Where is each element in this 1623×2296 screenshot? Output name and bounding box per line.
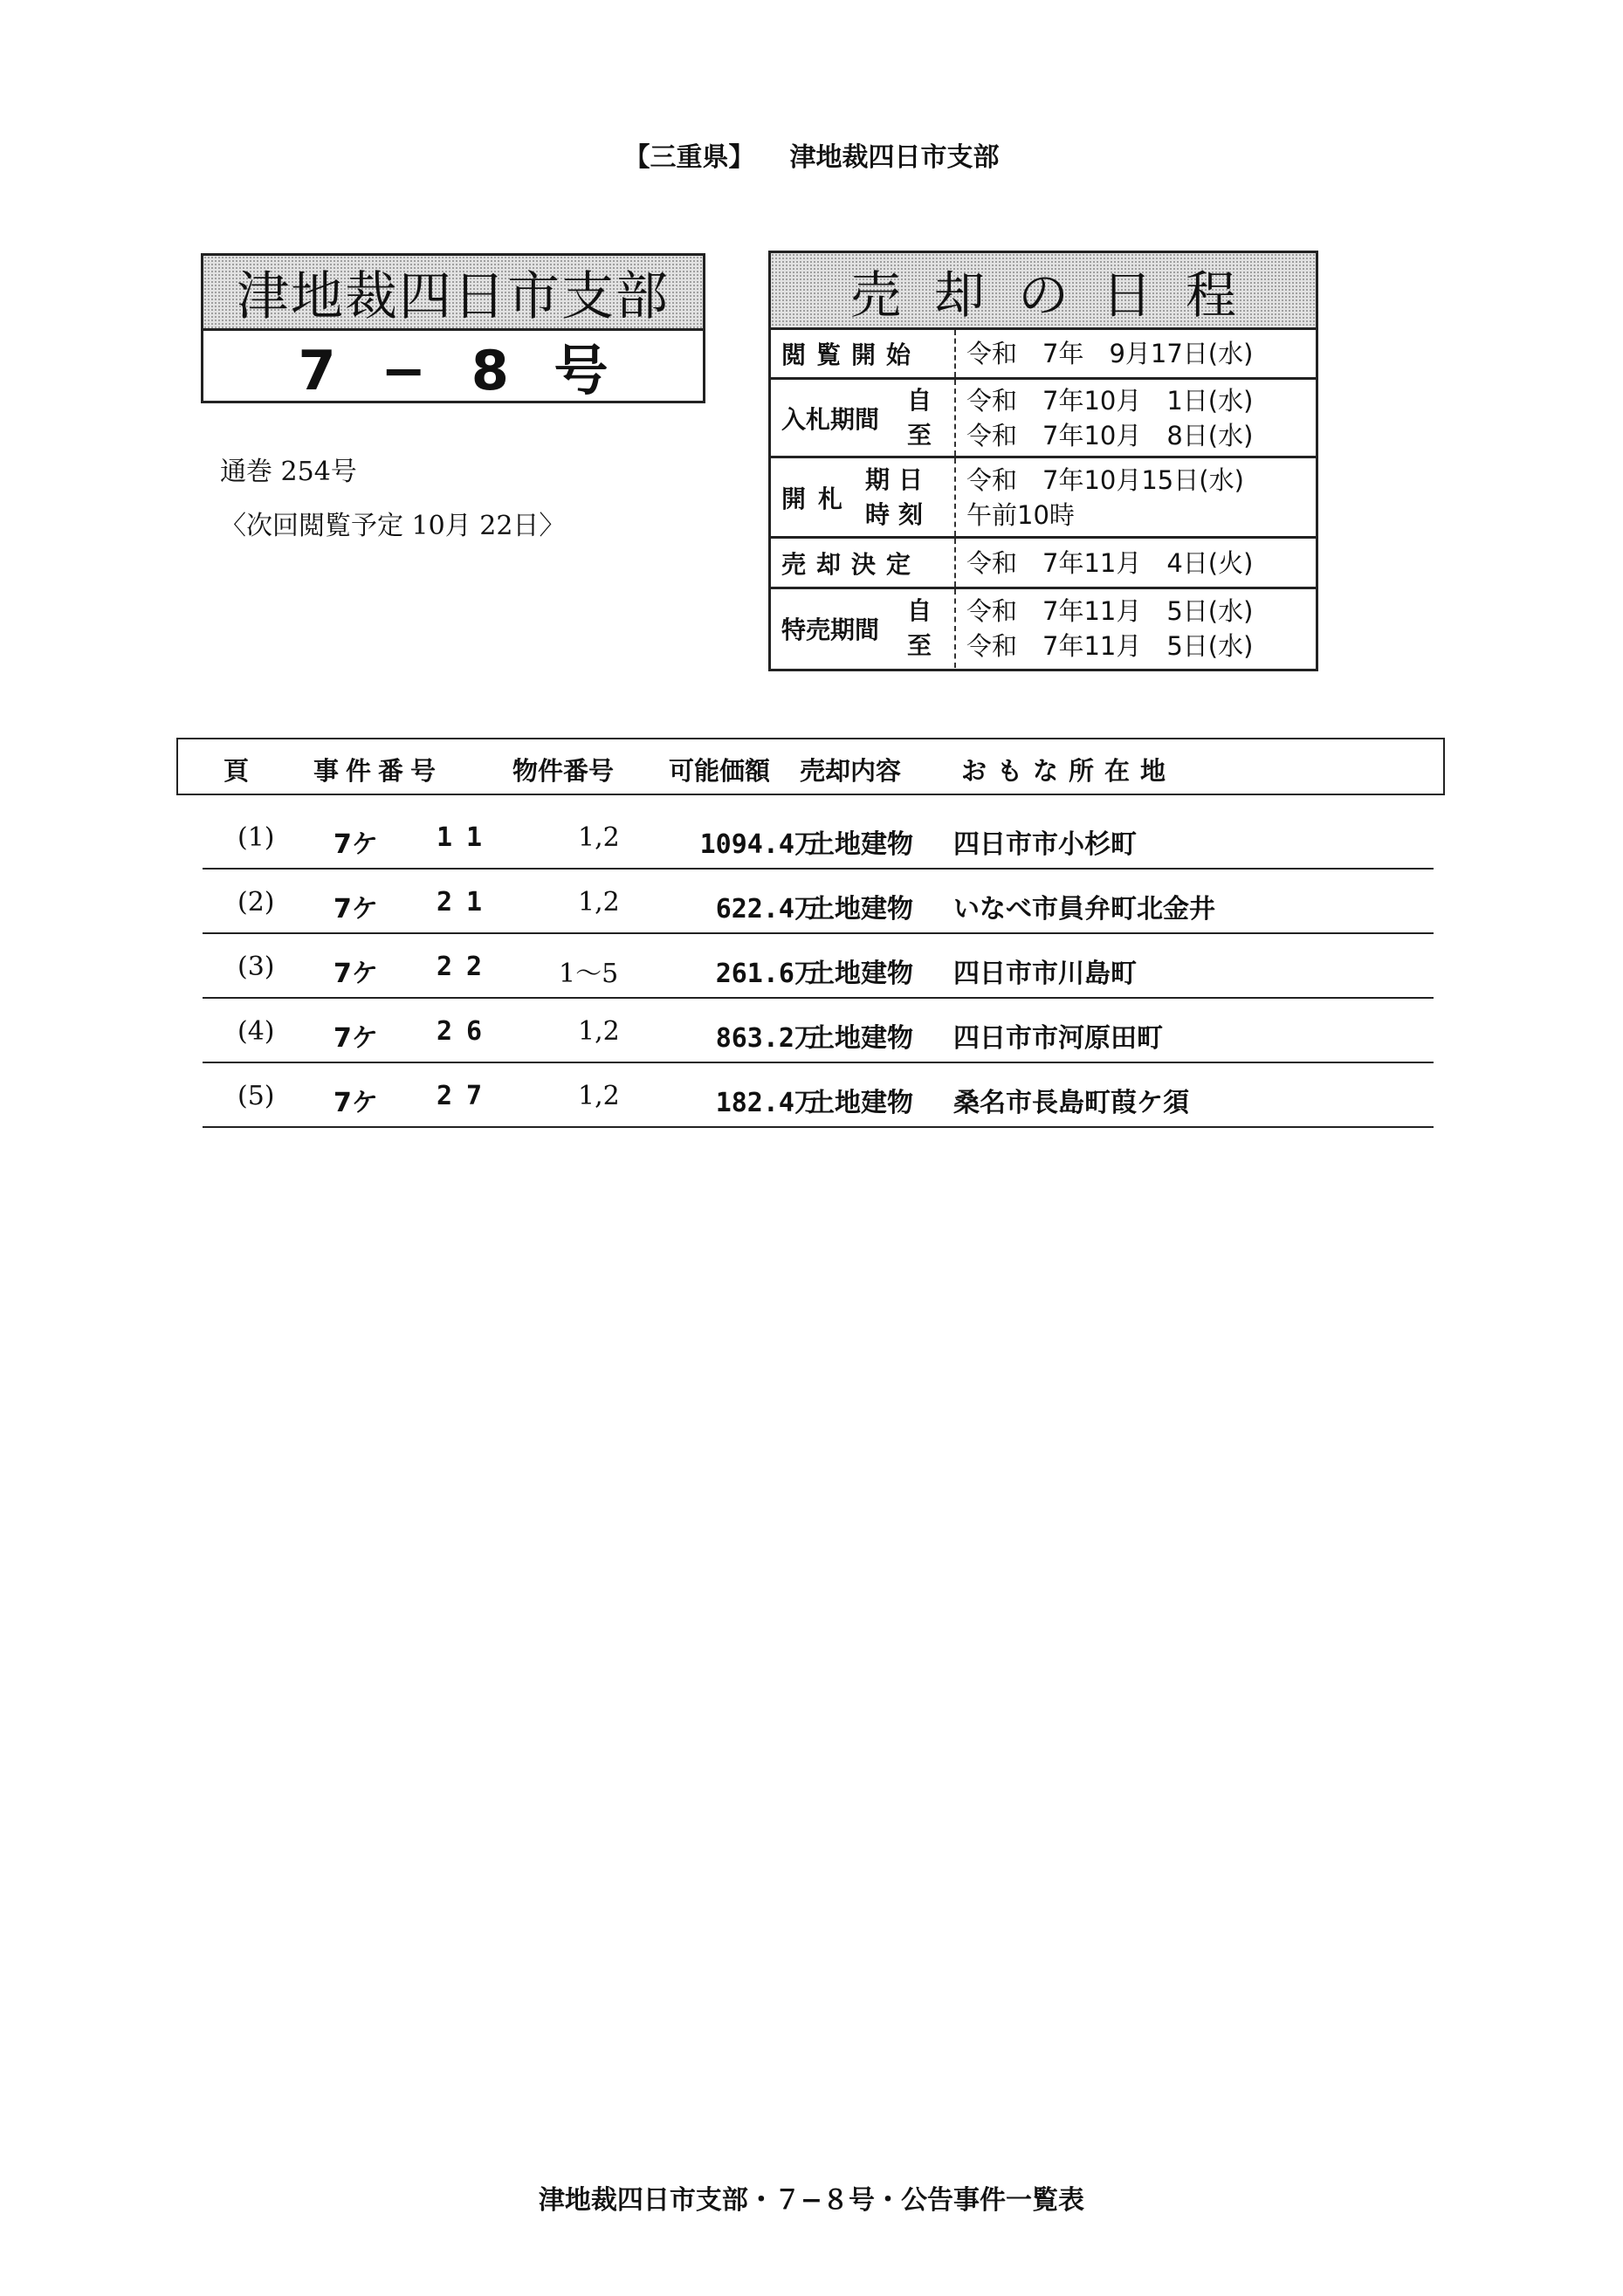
schedule-row-decision [771, 539, 1316, 589]
schedule-value: 令和 7年11月 5日(水) [966, 631, 1254, 661]
price: 182.4万 [715, 1088, 821, 1118]
column-header-sale-content: 売却内容 [800, 756, 902, 786]
page-ref: (2) [237, 887, 275, 918]
schedule-value: 令和 7年11月 4日(火) [966, 547, 1254, 578]
table-row [203, 870, 1434, 934]
property-number: 1〜5 [559, 959, 619, 989]
schedule-row-special-sale [771, 589, 1316, 668]
schedule-value: 令和 7年 9月17日(水) [966, 339, 1254, 368]
sale-content: 土地建物 [808, 1023, 913, 1054]
title-box [201, 253, 705, 403]
schedule-value: 令和 7年11月 5日(水) [966, 596, 1254, 626]
schedule-label: 売却決定 [781, 549, 922, 579]
case-number: 22 [437, 952, 497, 982]
next-viewing-date: 〈次回閲覧予定 10月 22日〉 [220, 511, 566, 541]
schedule-value: 午前10時 [966, 499, 1075, 530]
price: 863.2万 [715, 1023, 821, 1054]
case-prefix: 7ケ [334, 894, 378, 925]
branch-title: 津地裁四日市支部 [203, 256, 703, 331]
schedule-sublabel: 期日 [864, 464, 932, 494]
schedule-sublabel: 自 [906, 385, 932, 415]
schedule-row-viewing [771, 330, 1316, 380]
property-number: 1,2 [578, 887, 620, 918]
prefecture-label: 【三重県】 [623, 142, 755, 173]
page-ref: (3) [237, 952, 275, 982]
schedule-label: 入札期間 [781, 404, 880, 434]
price: 261.6万 [715, 959, 821, 989]
schedule-sublabel: 至 [906, 420, 932, 450]
column-header-location: おもな所在地 [961, 756, 1177, 786]
sale-content: 土地建物 [808, 1088, 913, 1118]
location: 四日市市川島町 [953, 959, 1137, 989]
schedule-row-bidding [771, 380, 1316, 458]
location: 四日市市河原田町 [953, 1023, 1163, 1054]
case-prefix: 7ケ [334, 829, 378, 860]
schedule-label: 開札 [781, 484, 856, 513]
sale-content: 土地建物 [808, 829, 913, 860]
schedule-sublabel: 自 [906, 596, 932, 625]
schedule-label: 閲覧開始 [781, 340, 922, 369]
price: 622.4万 [715, 894, 821, 925]
page-ref: (1) [237, 822, 275, 853]
sale-schedule [768, 251, 1318, 671]
page-footer: 津地裁四日市支部・７−８号・公告事件一覧表 [538, 2185, 1085, 2216]
schedule-value: 令和 7年10月15日(水) [966, 464, 1244, 495]
table-row [203, 934, 1434, 999]
column-header-page: 頁 [224, 756, 250, 786]
case-prefix: 7ケ [334, 1088, 378, 1118]
column-header-price: 可能価額 [669, 756, 771, 786]
case-number: 11 [437, 822, 497, 853]
schedule-value: 令和 7年10月 1日(水) [966, 385, 1254, 416]
case-number: 26 [437, 1016, 497, 1047]
page-ref: (4) [237, 1016, 275, 1047]
case-number: 27 [437, 1081, 497, 1111]
sale-content: 土地建物 [808, 894, 913, 925]
location: 四日市市小杉町 [953, 829, 1137, 860]
schedule-label: 特売期間 [781, 615, 880, 644]
schedule-title: 売却の日程 [771, 253, 1316, 330]
page-header [0, 135, 1623, 174]
case-prefix: 7ケ [334, 959, 378, 989]
property-number: 1,2 [578, 822, 620, 853]
branch-label: 津地裁四日市支部 [789, 142, 1000, 173]
case-prefix: 7ケ [334, 1023, 378, 1054]
issue-number: 7 − 8 号 [298, 338, 609, 402]
column-header-case-number: 事件番号 [313, 756, 444, 786]
property-number: 1,2 [578, 1016, 620, 1047]
property-number: 1,2 [578, 1081, 620, 1111]
table-row [203, 805, 1434, 870]
sale-content: 土地建物 [808, 959, 913, 989]
page-ref: (5) [237, 1081, 275, 1111]
table-row [203, 1063, 1434, 1128]
table-row [203, 999, 1434, 1063]
location: 桑名市長島町葭ケ須 [953, 1088, 1189, 1118]
schedule-value: 令和 7年10月 8日(水) [966, 420, 1254, 450]
schedule-sublabel: 至 [906, 631, 932, 660]
case-table-header [176, 738, 1445, 795]
volume-number: 通巻 254号 [220, 457, 357, 487]
column-header-property-number: 物件番号 [512, 756, 615, 786]
schedule-row-opening [771, 458, 1316, 539]
price: 1094.4万 [699, 829, 821, 860]
case-number: 21 [437, 887, 497, 918]
location: いなべ市員弁町北金井 [953, 894, 1215, 925]
schedule-sublabel: 時刻 [864, 499, 932, 529]
